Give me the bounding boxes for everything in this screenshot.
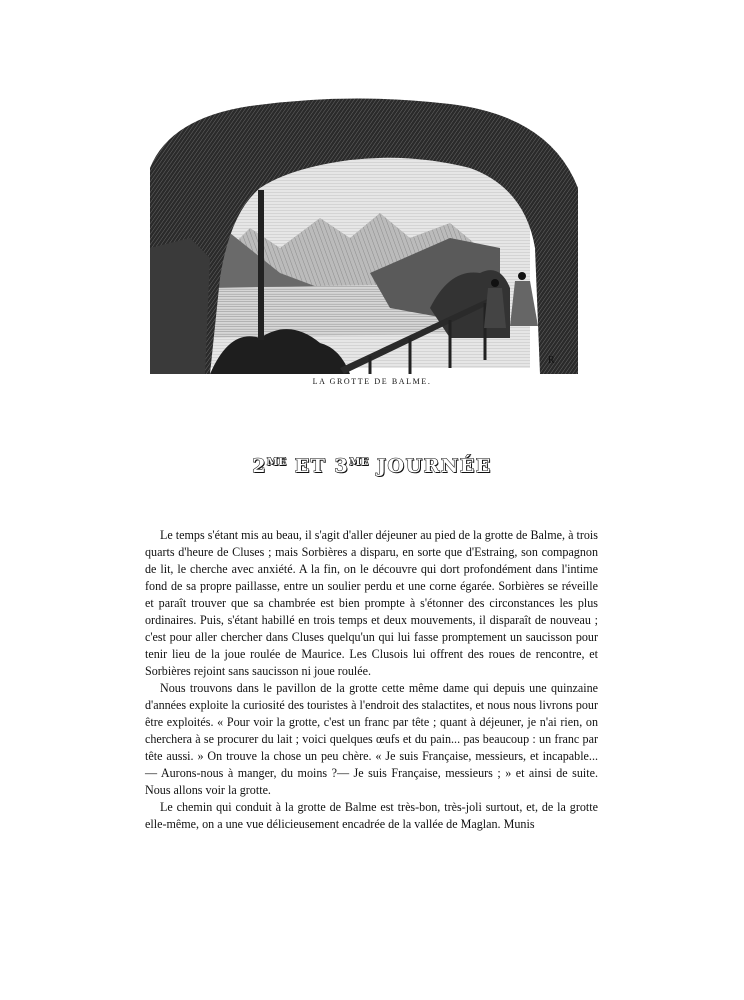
- paragraph-2: Nous trouvons dans le pavillon de la grotte cette même dame qui depuis une quinzaine d'années exploite la curiosité des touristes à l'endroit des stalactites, et nous nous livrons pour être exploités. « Pour voir la grotte, c'est un franc par tête ; quant à déjeuner, je n'ai rien, on cherchera à se procurer du lait ; voici quelques œufs et du pain... pas beaucoup : un franc par tête aussi. » On trouve la chose un peu chère. « Je suis Française, messieurs, et incapable... — Aurons-nous à manger, du moins ?— Je suis Française, messieurs ; » et ainsi de suite. Nous allons voir la grotte.: [145, 681, 598, 797]
- heading-day1-suffix: ME: [266, 457, 287, 468]
- body-text: [145, 527, 598, 833]
- heading-word: JOURNÉE: [377, 455, 492, 477]
- paragraph-1: Le temps s'étant mis au beau, il s'agit d'aller déjeuner au pied de la grotte de Balme, à trois quarts d'heure de Cluses ; mais Sorbières a disparu, en sorte que d'Estraing, son compagnon de lit, le cherche avec anxiété. A la fin, on le découvre qui dort profondément dans l'intime fond de sa propre paillasse, entre un soulier perdu et une corne égarée. Sorbières se réveille et paraît trouver que sa chambrée est bien prompte à s'étonner des circonstances les plus ordinaires. Puis, s'étant habillé en trois temps et deux mouvements, il disparaît de nouveau ; c'est pour aller chercher dans Cluses quelqu'un qui lui fasse promptement un saucisson pour tenir lieu de la joue roulée de Maurice. Les Clusois lui offrent des roues de rencontre, et Sorbières rejoint sans saucisson ni joue roulée.: [145, 528, 598, 678]
- figure-caption: LA GROTTE DE BALME.: [312, 377, 432, 386]
- grotto-engraving: [150, 98, 578, 374]
- heading-conjunction: ET: [294, 455, 327, 477]
- paragraph-3: Le chemin qui conduit à la grotte de Balme est très-bon, très-joli surtout, et, de la grotte elle-même, on a une vue délicieusement encadrée de la vallée de Maglan. Munis: [145, 800, 598, 831]
- rock-left-shape: [150, 238, 210, 374]
- figure-shape: [491, 279, 499, 287]
- heading-day2-number: 3: [334, 455, 350, 477]
- engraving-illustration: [150, 98, 578, 374]
- heading-day1-number: 2: [252, 455, 267, 477]
- heading-day2-suffix: ME: [349, 457, 369, 468]
- artist-signature: R: [548, 355, 555, 366]
- wooden-post-shape: [258, 190, 264, 340]
- chapter-heading: [0, 455, 744, 477]
